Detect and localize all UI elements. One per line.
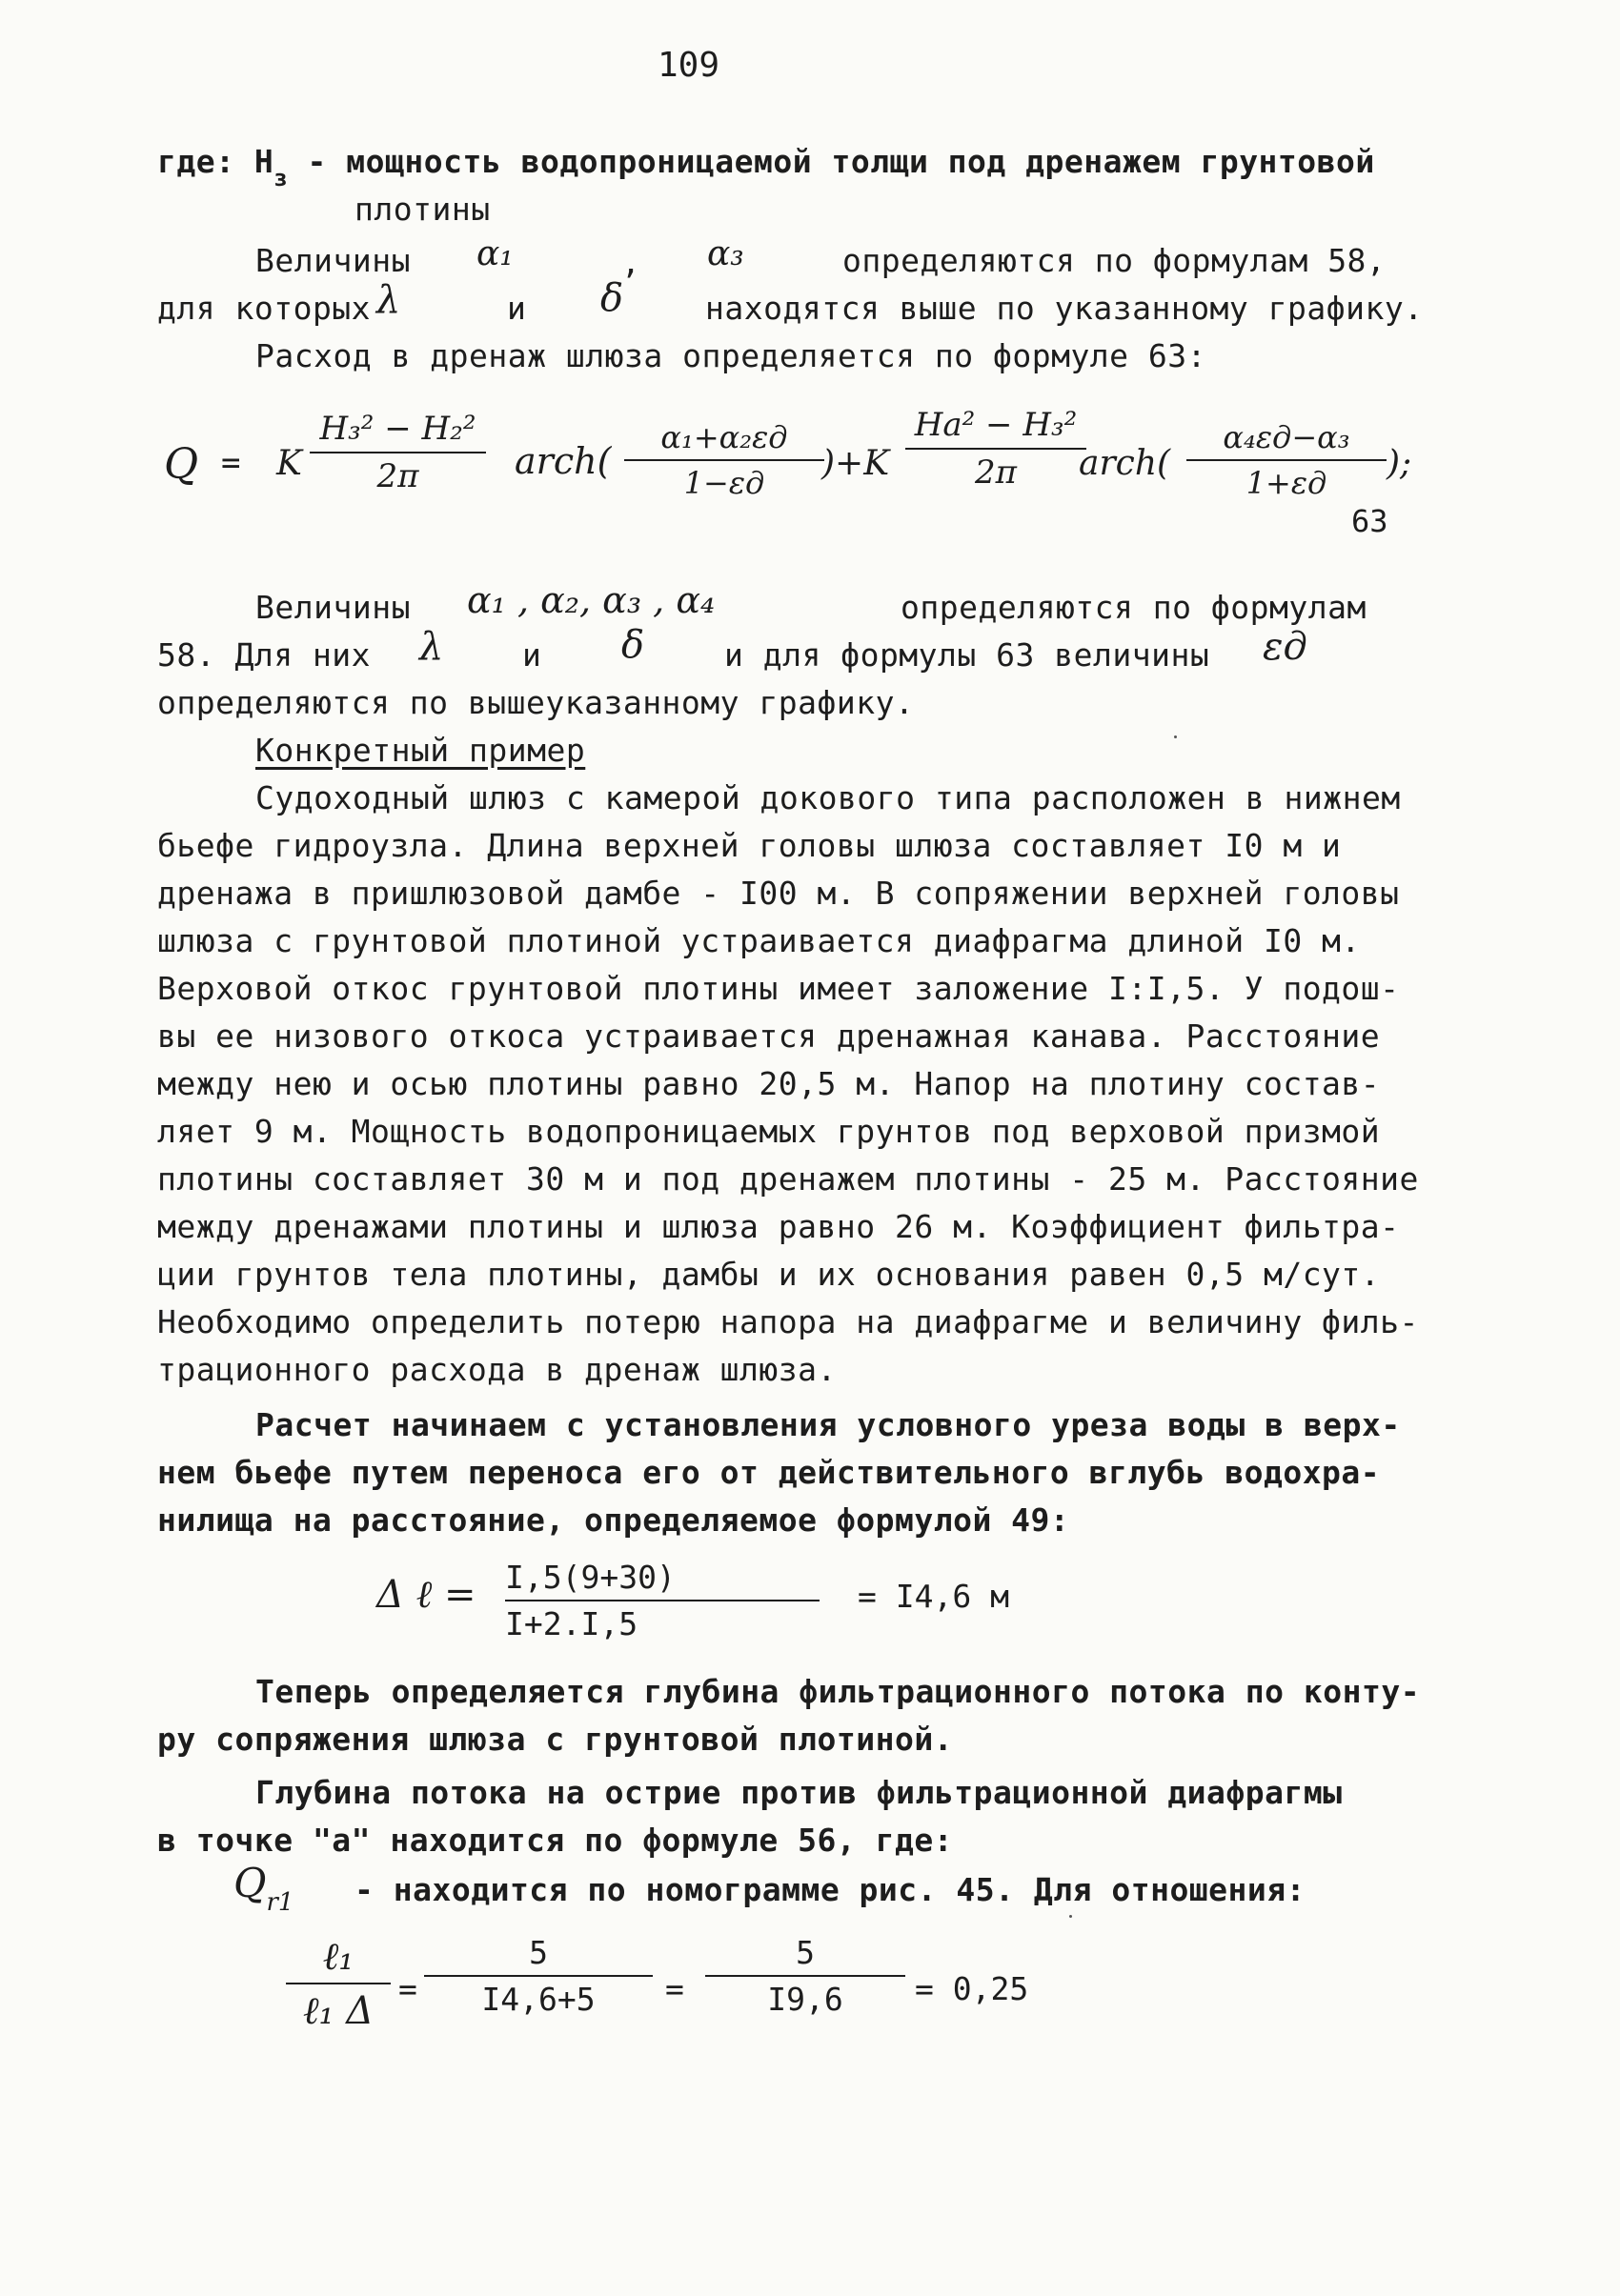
paragraph-line: между дренажами плотины и шлюза равно 26 м. Коэффициент фильтра- xyxy=(157,1208,1400,1245)
speck-mark xyxy=(1069,1915,1072,1918)
values-text: определяются по формулам 58, xyxy=(842,242,1387,279)
ratio3-denominator: I9,6 xyxy=(767,1981,843,2018)
ratio2-denominator: I4,6+5 xyxy=(481,1981,596,2018)
paragraph-line: шлюза с грунтовой плотиной устраивается диафрагма длиной I0 м. xyxy=(157,922,1361,959)
paragraph-line: нем бьефе путем переноса его от действительного вглубь водохра- xyxy=(157,1454,1381,1491)
alpha1-symbol: α₁ xyxy=(476,234,514,273)
formula63-mid: )+K xyxy=(821,444,890,483)
formula63-frac3 xyxy=(905,406,1086,492)
q-symbol xyxy=(233,1860,294,1917)
ratio2-numerator: 5 xyxy=(529,1934,548,1971)
paragraph-line: нилища на расстояние, определяемое формулой 49: xyxy=(157,1501,1070,1539)
page-number: 109 xyxy=(658,46,720,85)
ratio-frac2 xyxy=(424,1934,653,2018)
ratio-frac1 xyxy=(286,1934,391,2033)
for-which-label: для которых xyxy=(157,290,372,327)
formula49-result: = I4,6 м xyxy=(858,1578,1009,1615)
delta-symbol-2: δ xyxy=(621,623,645,667)
paragraph-line: ции грунтов тела плотины, дамбы и их основания равен 0,5 м/сут. xyxy=(157,1256,1381,1293)
lambda-symbol-2: λ xyxy=(419,625,444,669)
and-word-2: и xyxy=(522,636,542,674)
alpha-list: α₁ , α₂, α₃ , α₄ xyxy=(467,579,716,621)
ratio3-numerator: 5 xyxy=(796,1934,815,1971)
and-word: и xyxy=(507,290,527,327)
formula63-Q: Q xyxy=(164,440,199,489)
where-text: - мощность водопроницаемой толщи под дренажем грунтовой xyxy=(288,143,1375,180)
where-line xyxy=(157,141,1375,191)
values2-line2-b: и для формулы 63 величины xyxy=(724,636,1210,674)
frac1-numerator: H₃² − H₂² xyxy=(319,410,476,448)
values-label: Величины xyxy=(255,242,411,279)
q-subscript: r1 xyxy=(266,1888,294,1917)
section-heading: Конкретный пример xyxy=(255,732,586,769)
paragraph-line: Расчет начинаем с установления условного уреза воды в верх- xyxy=(255,1406,1401,1443)
ratio2-bar xyxy=(424,1975,653,1977)
lambda-symbol: λ xyxy=(376,278,401,322)
frac4-bar xyxy=(1186,459,1387,461)
formula49-numerator: I,5(9+30) xyxy=(505,1559,676,1596)
epsilon-d-symbol: εд xyxy=(1263,625,1307,669)
where-line-continuation: плотины xyxy=(354,191,491,228)
formula49-bar xyxy=(505,1600,820,1601)
paragraph-line: дренажа в пришлюзовой дамбе - I00 м. В сопряжении верхней головы xyxy=(157,875,1400,912)
comma: , xyxy=(621,244,641,281)
frac2-denominator: 1−εд xyxy=(683,465,765,501)
paragraph-line: Глубина потока на острие против фильтрационной диафрагмы xyxy=(255,1774,1343,1811)
frac1-bar xyxy=(310,452,486,453)
ratio1-denominator: ℓ₁ Δ xyxy=(302,1989,375,2033)
discharge-line: Расход в дренаж шлюза определяется по формуле 63: xyxy=(255,337,1207,374)
formula63-arch2: arch( xyxy=(1079,444,1171,483)
frac3-numerator: Hа² − H₃² xyxy=(914,406,1078,444)
formula63-frac2 xyxy=(624,419,824,501)
paragraph-line: Судоходный шлюз с камерой докового типа расположен в нижнем xyxy=(255,779,1401,816)
paragraph-line: бьефе гидроузла. Длина верхней головы шлюза составляет I0 м и xyxy=(157,827,1342,864)
values2-text: определяются по формулам xyxy=(901,589,1367,626)
paragraph-line: трационного расхода в дренаж шлюза. xyxy=(157,1351,837,1388)
values2-line3: определяются по вышеуказанному графику. xyxy=(157,684,915,721)
frac4-numerator: α₄εд−α₃ xyxy=(1223,419,1350,455)
formula63-frac1 xyxy=(310,410,486,495)
ratio-result: = 0,25 xyxy=(915,1970,1029,2007)
paragraph-line: ру сопряжения шлюза с грунтовой плотиной. xyxy=(157,1721,954,1758)
frac2-numerator: α₁+α₂εд xyxy=(660,419,788,455)
formula63-eq: = xyxy=(221,444,241,482)
alpha3-symbol: α₃ xyxy=(707,234,744,273)
frac2-bar xyxy=(624,459,824,461)
ratio1-bar xyxy=(286,1983,391,1984)
speck-mark xyxy=(1174,735,1177,738)
paragraph-line: между нею и осью плотины равно 20,5 м. Напор на плотину состав- xyxy=(157,1065,1381,1102)
paragraph-line: вы ее низового откоса устраивается дренажная канава. Расстояние xyxy=(157,1017,1381,1055)
paragraph-line: Верховой откос грунтовой плотины имеет заложение I:I,5. У подош- xyxy=(157,970,1400,1007)
ratio-eq1: = xyxy=(398,1970,417,2007)
frac3-denominator: 2π xyxy=(975,453,1017,492)
paragraph-line: ляет 9 м. Мощность водопроницаемых грунтов под верховой призмой xyxy=(157,1113,1381,1150)
q-letter: Q xyxy=(233,1860,267,1906)
formula63-frac4 xyxy=(1186,419,1387,501)
frac4-denominator: 1+εд xyxy=(1245,465,1327,501)
where-prefix: где: Н xyxy=(157,143,274,180)
paragraph-line: плотины составляет 30 м и под дренажем плотины - 25 м. Расстояние xyxy=(157,1160,1419,1198)
formula63-label: 63 xyxy=(1351,503,1388,539)
values2-line2-a: 58. Для них xyxy=(157,636,372,674)
formula49-fraction xyxy=(505,1559,820,1642)
paragraph-line: Теперь определяется глубина фильтрационного потока по конту- xyxy=(255,1673,1421,1710)
ratio-frac3 xyxy=(705,1934,905,2018)
formula63-end: ); xyxy=(1387,444,1412,483)
frac3-bar xyxy=(905,448,1086,450)
frac1-denominator: 2π xyxy=(376,457,419,495)
ratio-eq2: = xyxy=(665,1970,684,2007)
ratio1-numerator: ℓ₁ xyxy=(322,1935,354,1979)
paragraph-line: Необходимо определить потерю напора на диафрагме и величину филь- xyxy=(157,1303,1419,1340)
where-subscript: з xyxy=(273,165,289,191)
q-line-text: - находится по номограмме рис. 45. Для отношения: xyxy=(354,1871,1306,1908)
formula49-denominator: I+2.I,5 xyxy=(505,1605,638,1642)
values-line2-text: находятся выше по указанному графику. xyxy=(705,290,1424,327)
paragraph-line: в точке "а" находится по формуле 56, где: xyxy=(157,1822,954,1859)
ratio3-bar xyxy=(705,1975,905,1977)
values2-label: Величины xyxy=(255,589,411,626)
formula63-arch1: arch( xyxy=(515,440,612,482)
formula63-K1: K xyxy=(276,444,302,483)
formula49-lhs: Δ ℓ = xyxy=(376,1573,476,1617)
delta-symbol: δ xyxy=(600,276,624,320)
